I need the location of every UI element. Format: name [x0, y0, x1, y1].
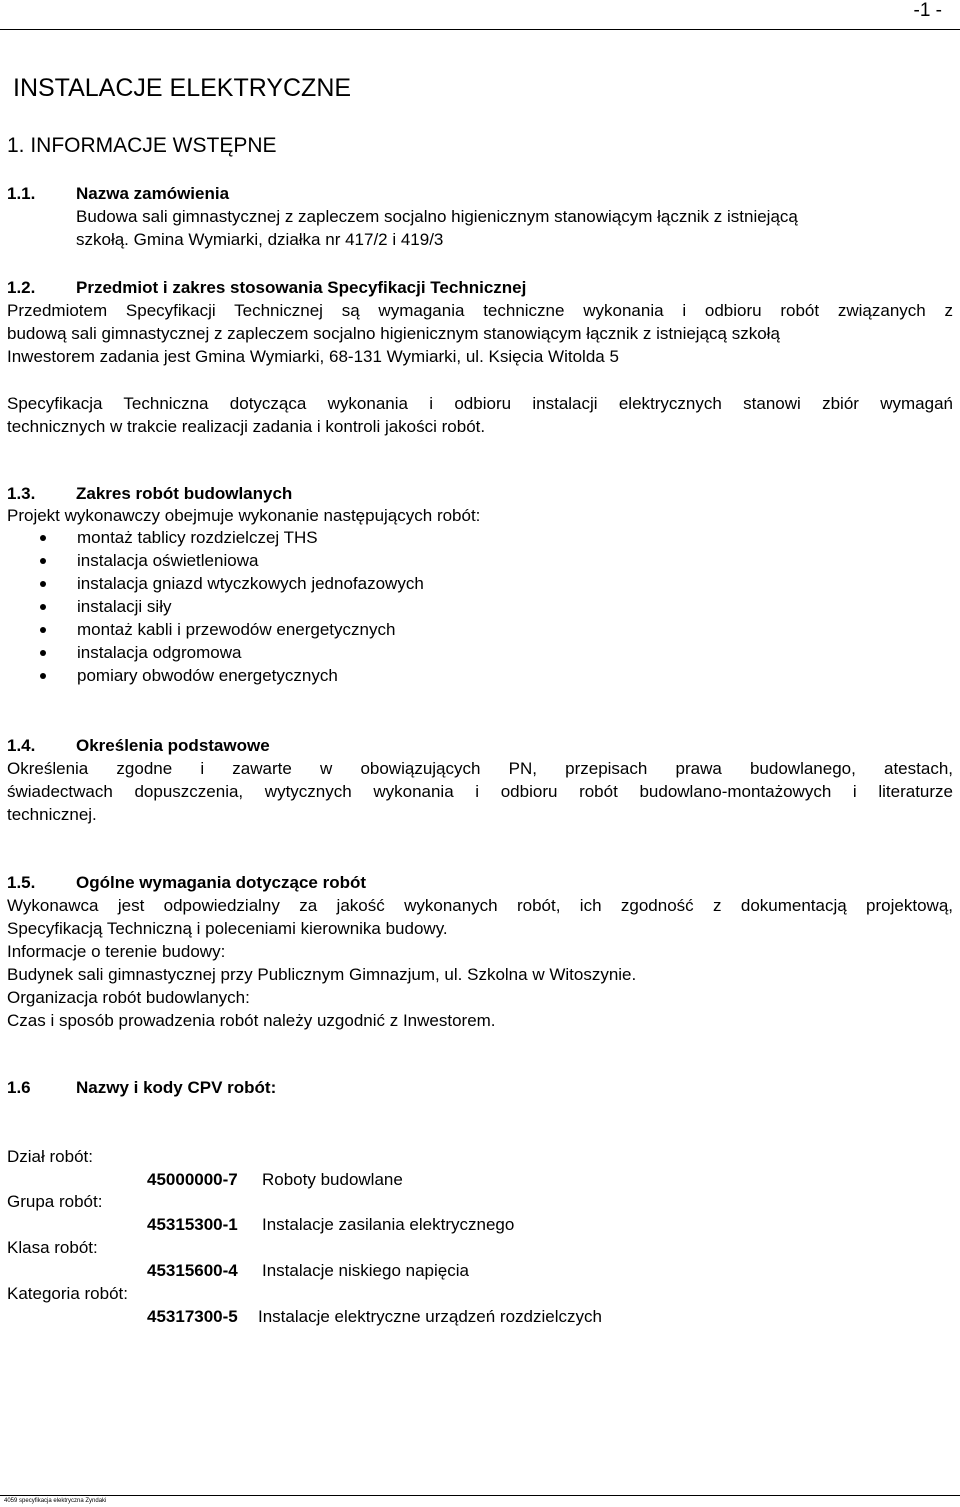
cpv-description: Roboty budowlane — [262, 1170, 403, 1189]
section-number: 1.3. — [7, 484, 36, 503]
cpv-code: 45315600-4 — [147, 1261, 238, 1280]
header-rule — [0, 29, 960, 30]
section-1-5-line: Informacje o terenie budowy: — [7, 942, 226, 961]
cpv-entry — [0, 1213, 960, 1236]
section-1-5-line: Czas i sposób prowadzenia robót należy uzgodnić z Inwestorem. — [7, 1011, 496, 1030]
section-title: Przedmiot i zakres stosowania Specyfikacji Technicznej — [76, 278, 527, 297]
section-1-2-paragraph-line: technicznych w trakcie realizacji zadania i kontroli jakości robót. — [7, 417, 486, 436]
cpv-description: Instalacje elektryczne urządzeń rozdzielczych — [258, 1307, 602, 1326]
cpv-description: Instalacje zasilania elektrycznego — [262, 1215, 515, 1234]
cpv-group-label: Kategoria robót: — [7, 1284, 128, 1303]
section-1-2-line: budową sali gimnastycznej z zapleczem socjalno higienicznym stanowiącym łącznik z istniejącą szkołą — [7, 324, 780, 343]
cpv-description: Instalacje niskiego napięcia — [262, 1261, 469, 1280]
section-title: Ogólne wymagania dotyczące robót — [76, 873, 367, 892]
footer-rule — [0, 1495, 960, 1496]
cpv-entry — [0, 1259, 960, 1282]
section-1-2-paragraph-line: Specyfikacja Techniczna dotycząca wykonania i odbioru instalacji elektrycznych stanowi zbiór wymagań — [7, 394, 953, 413]
cpv-entry — [0, 1305, 960, 1328]
cpv-group-label: Dział robót: — [7, 1147, 93, 1166]
cpv-group-label: Klasa robót: — [7, 1238, 98, 1257]
section-1-4-line: technicznej. — [7, 805, 97, 824]
bullet-icon — [40, 604, 46, 610]
section-number: 1.5. — [7, 873, 36, 892]
bullet-icon — [40, 558, 46, 564]
section-number: 1.4. — [7, 736, 36, 755]
section-1-1-line: szkołą. Gmina Wymiarki, działka nr 417/2 i 419/3 — [76, 230, 444, 249]
page-number: -1 - — [913, 0, 942, 21]
section-title: Nazwy i kody CPV robót: — [76, 1078, 277, 1097]
section-1-3-intro: Projekt wykonawczy obejmuje wykonanie następujących robót: — [7, 506, 481, 525]
section-1-5-line: Specyfikacją Techniczną i poleceniami kierownika budowy. — [7, 919, 448, 938]
section-number: 1.6 — [7, 1078, 31, 1097]
bullet-icon — [40, 673, 46, 679]
footer-text: 4059 specyfikacja elektryczna Zyndaki — [4, 1498, 107, 1504]
section-title: Nazwa zamówienia — [76, 184, 230, 203]
cpv-entry — [0, 1168, 960, 1191]
document-title: INSTALACJE ELEKTRYCZNE — [13, 74, 352, 102]
section-title: Określenia podstawowe — [76, 736, 270, 755]
bullet-icon — [40, 535, 46, 541]
cpv-group-label: Grupa robót: — [7, 1192, 103, 1211]
section-1-5-line: Wykonawca jest odpowiedzialny za jakość wykonanych robót, ich zgodność z dokumentacją projektową, — [7, 896, 953, 915]
section-1-2-line: Przedmiotem Specyfikacji Technicznej są wymagania techniczne wykonania i odbioru robót związanych z — [7, 301, 953, 320]
section-1-4-line: świadectwach dopuszczenia, wytycznych wykonania i odbioru robót budowlano-montażowych i literaturze — [7, 782, 953, 801]
bullet-icon — [40, 650, 46, 656]
bullet-icon — [40, 627, 46, 633]
section-number: 1.1. — [7, 184, 36, 203]
section-1-5-line: Budynek sali gimnastycznej przy Publicznym Gimnazjum, ul. Szkolna w Witoszynie. — [7, 965, 637, 984]
section-title: Zakres robót budowlanych — [76, 484, 293, 503]
section-number: 1.2. — [7, 278, 36, 297]
cpv-code: 45317300-5 — [147, 1307, 238, 1326]
section-1-2-line: Inwestorem zadania jest Gmina Wymiarki, 68-131 Wymiarki, ul. Księcia Witolda 5 — [7, 347, 619, 366]
section-1-4-line: Określenia zgodne i zawarte w obowiązujących PN, przepisach prawa budowlanego, atestach, — [7, 759, 953, 778]
section-1-5-line: Organizacja robót budowlanych: — [7, 988, 250, 1007]
cpv-code: 45315300-1 — [147, 1215, 238, 1234]
section-heading-1: 1. INFORMACJE WSTĘPNE — [7, 134, 277, 157]
cpv-code: 45000000-7 — [147, 1170, 238, 1189]
bullet-icon — [40, 581, 46, 587]
section-1-1-line: Budowa sali gimnastycznej z zapleczem socjalno higienicznym stanowiącym łącznik z istniejącą — [76, 207, 798, 226]
